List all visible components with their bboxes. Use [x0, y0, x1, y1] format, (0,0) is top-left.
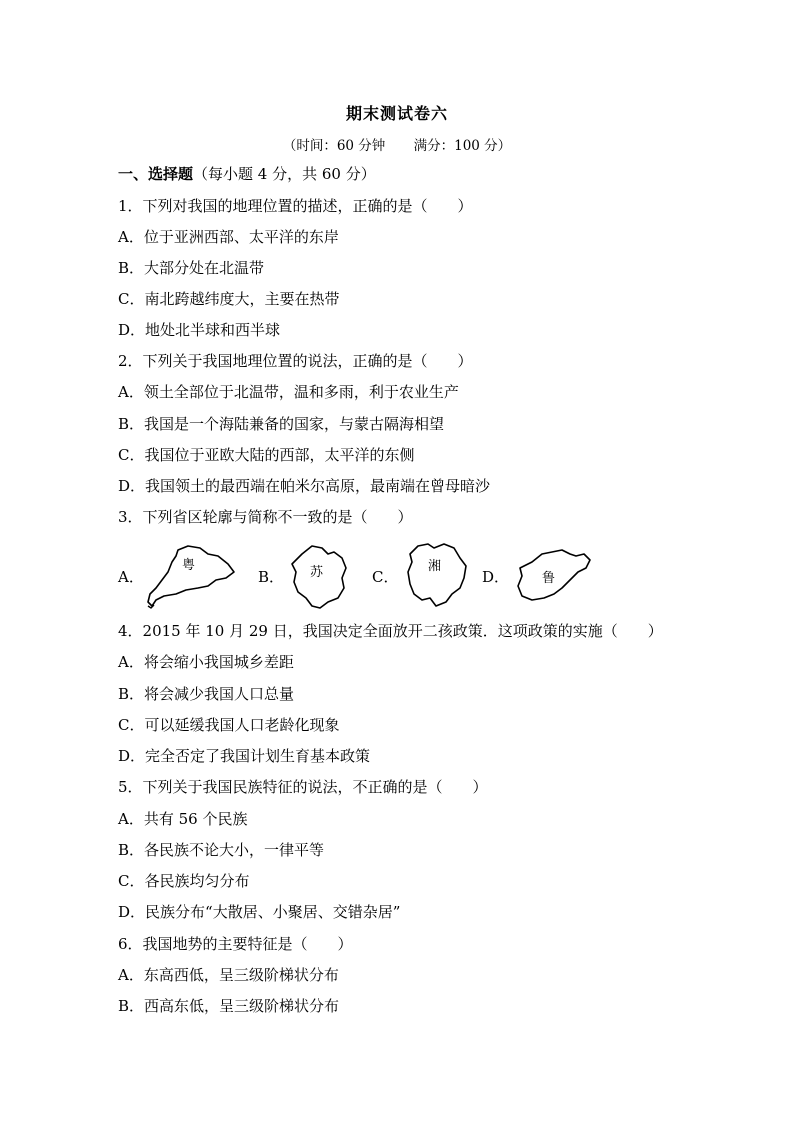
question-stem: 4．2015 年 10 月 29 日，我国决定全面放开二孩政策．这项政策的实施（ ） [118, 622, 663, 640]
answer-option: B．我国是一个海陆兼备的国家，与蒙古隔海相望 [118, 415, 445, 433]
answer-option: A．领土全部位于北温带，温和多雨，利于农业生产 [118, 383, 459, 401]
exam-subtitle [0, 134, 794, 154]
question-stem: 5．下列关于我国民族特征的说法，不正确的是（ ） [118, 778, 488, 796]
section-title: 一、选择题 [118, 165, 194, 183]
answer-option: A．将会缩小我国城乡差距 [118, 653, 294, 671]
option-letter: B． [258, 568, 285, 586]
answer-option: C．我国位于亚欧大陆的西部，太平洋的东侧 [118, 446, 415, 464]
answer-option: D．地处北半球和西半球 [118, 321, 281, 339]
answer-option: D．我国领土的最西端在帕米尔高原，最南端在曾母暗沙 [118, 477, 491, 495]
question-stem: 2．下列关于我国地理位置的说法，正确的是（ ） [118, 352, 473, 370]
section-note: （每小题 4 分，共 60 分） [193, 165, 376, 183]
question-stem: 1．下列对我国的地理位置的描述，正确的是（ ） [118, 197, 473, 215]
section-heading [118, 164, 376, 184]
option-letter: D． [482, 568, 510, 586]
question-stem: 3．下列省区轮廓与简称不一致的是（ ） [118, 508, 413, 526]
guangdong-outline-icon [142, 542, 238, 610]
answer-option: A．共有 56 个民族 [118, 810, 248, 828]
time-limit: （时间：60 分钟 [282, 138, 386, 154]
answer-option: C．各民族均匀分布 [118, 872, 250, 890]
answer-option: B．将会减少我国人口总量 [118, 685, 295, 703]
map-label: 鲁 [542, 571, 556, 586]
question-stem: 6．我国地势的主要特征是（ ） [118, 935, 353, 953]
option-letter: C． [372, 568, 399, 586]
answer-option: C．可以延缓我国人口老龄化现象 [118, 716, 340, 734]
total-score: 满分：100 分） [413, 138, 512, 154]
answer-option: A．东高西低，呈三级阶梯状分布 [118, 966, 339, 984]
jiangsu-outline-icon [288, 540, 352, 612]
hunan-outline-icon [404, 540, 470, 610]
map-label: 苏 [310, 565, 324, 580]
answer-option: B．大部分处在北温带 [118, 259, 265, 277]
answer-option: D．完全否定了我国计划生育基本政策 [118, 747, 371, 765]
answer-option: D．民族分布“大散居、小聚居、交错杂居” [118, 903, 401, 921]
map-options-row [118, 540, 598, 612]
shandong-outline-icon [512, 546, 596, 606]
option-letter: A． [118, 568, 144, 586]
map-label: 粤 [182, 558, 196, 573]
answer-option: B．各民族不论大小，一律平等 [118, 841, 325, 859]
page-title: 期末测试卷六 [345, 104, 448, 123]
answer-option: C．南北跨越纬度大，主要在热带 [118, 290, 340, 308]
answer-option: A．位于亚洲西部、太平洋的东岸 [118, 228, 339, 246]
map-label: 湘 [428, 559, 442, 574]
answer-option: B．西高东低，呈三级阶梯状分布 [118, 997, 340, 1015]
